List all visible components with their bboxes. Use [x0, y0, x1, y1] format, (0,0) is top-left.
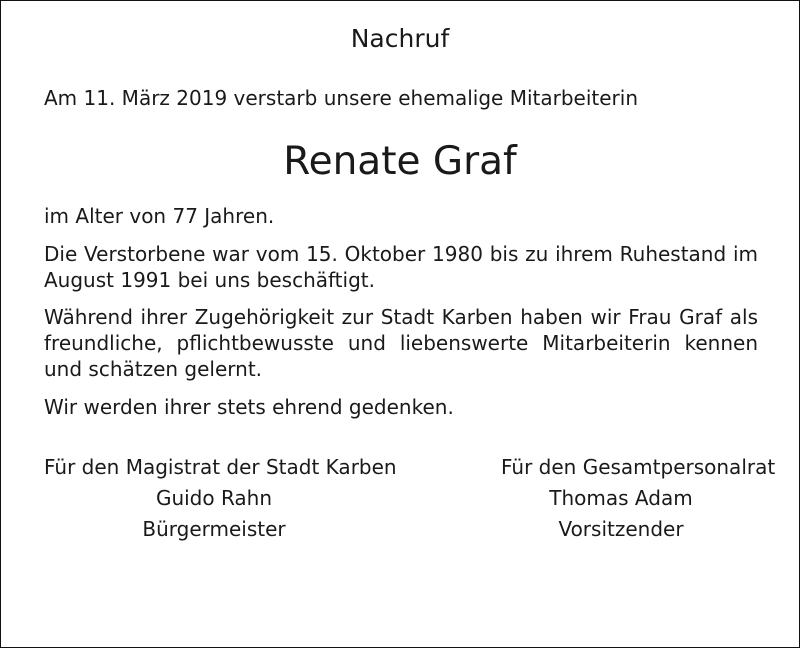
notice-heading: Nachruf	[350, 24, 450, 53]
left-signature-name: Guido Rahn	[155, 486, 273, 510]
deceased-name: Renate Graf	[283, 139, 517, 184]
remembrance-line: Wir werden ihrer stets ehrend gedenken.	[44, 395, 454, 419]
age-line: im Alter von 77 Jahren.	[44, 204, 275, 228]
tribute-paragraph: Während ihrer Zugehörigkeit zur Stadt Karben haben wir Frau Graf als freundliche, pflichtbewusste und liebenswerte Mitarbeiterin kennen und schätzen gelernt.	[44, 305, 758, 381]
right-signature-name: Thomas Adam	[549, 486, 693, 510]
employment-paragraph: Die Verstorbene war vom 15. Oktober 1980 bis zu ihrem Ruhestand im August 1991 bei uns beschäftigt.	[44, 242, 758, 292]
left-signature-title: Bürgermeister	[142, 517, 286, 541]
right-signature-title: Vorsitzender	[558, 517, 684, 541]
right-signature-organization: Für den Gesamtpersonalrat	[501, 455, 776, 479]
intro-line: Am 11. März 2019 verstarb unsere ehemalige Mitarbeiterin	[44, 86, 638, 110]
left-signature-organization: Für den Magistrat der Stadt Karben	[44, 455, 397, 479]
